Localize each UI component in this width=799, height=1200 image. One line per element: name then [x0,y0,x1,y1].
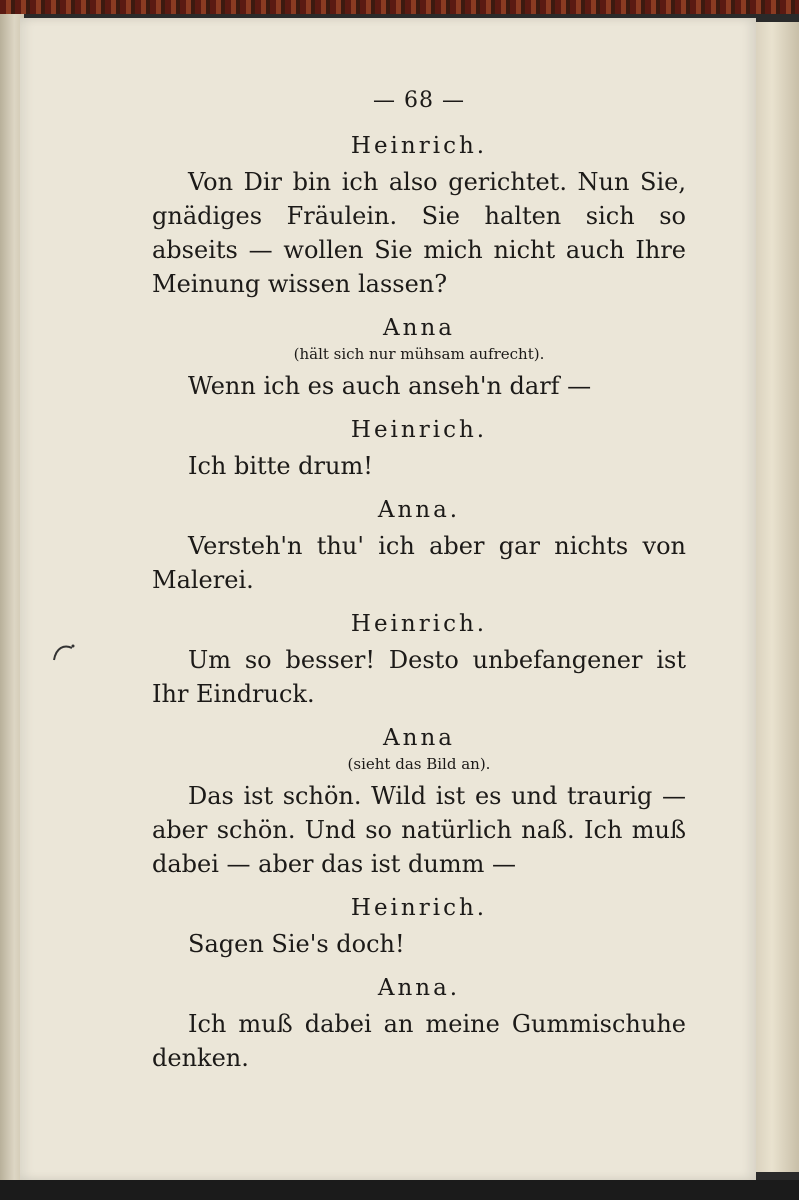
speech-text: Sagen Sie's doch! [188,930,405,958]
dialogue-block [152,975,686,1075]
dialogue-block [152,315,686,403]
dialogue-block [152,611,686,711]
page-text [152,88,686,1075]
book-binding-edge [0,0,799,14]
speaker-name: Heinrich. [350,611,488,637]
speaker-name: Heinrich. [350,417,488,443]
speaker-name: Anna [383,725,455,751]
speech-text: Um so besser! Desto unbefangener ist Ihr Eindruck. [152,646,686,708]
speech-text: Ich bitte drum! [188,452,373,480]
dialogue-block [152,417,686,483]
speaker-name: Heinrich. [350,895,488,921]
speaker-name: Anna. [377,975,461,1001]
speaker-name: Anna [383,315,455,341]
speech-text: Versteh'n thu' ich aber gar nichts von Malerei. [152,532,686,594]
speaker-name: Heinrich. [350,133,488,159]
scan-bottom-band [0,1180,799,1200]
speech-text: Ich muß dabei an meine Gummischuhe denken. [152,1010,686,1072]
stage-direction: (hält sich nur mühsam aufrecht). [293,345,545,363]
dialogue-block [152,133,686,301]
speech-text: Wenn ich es auch anseh'n darf — [188,372,592,400]
speech-text: Das ist schön. Wild ist es und traurig — aber schön. Und so natürlich naß. Ich muß dabei — aber das ist dumm — [152,782,686,878]
speech-text: Von Dir bin ich also gerichtet. Nun Sie, gnädiges Fräulein. Sie halten sich so abseits — wollen Sie mich nicht auch Ihre Meinung wissen lassen? [152,168,686,298]
pencil-mark [50,640,80,664]
page-number: — 68 — [373,88,465,113]
stage-direction: (sieht das Bild an). [347,755,491,773]
dialogue-block [152,895,686,961]
speaker-name: Anna. [377,497,461,523]
dialogue-block [152,725,686,881]
right-page-edges [754,22,799,1172]
dialogue-block [152,497,686,597]
